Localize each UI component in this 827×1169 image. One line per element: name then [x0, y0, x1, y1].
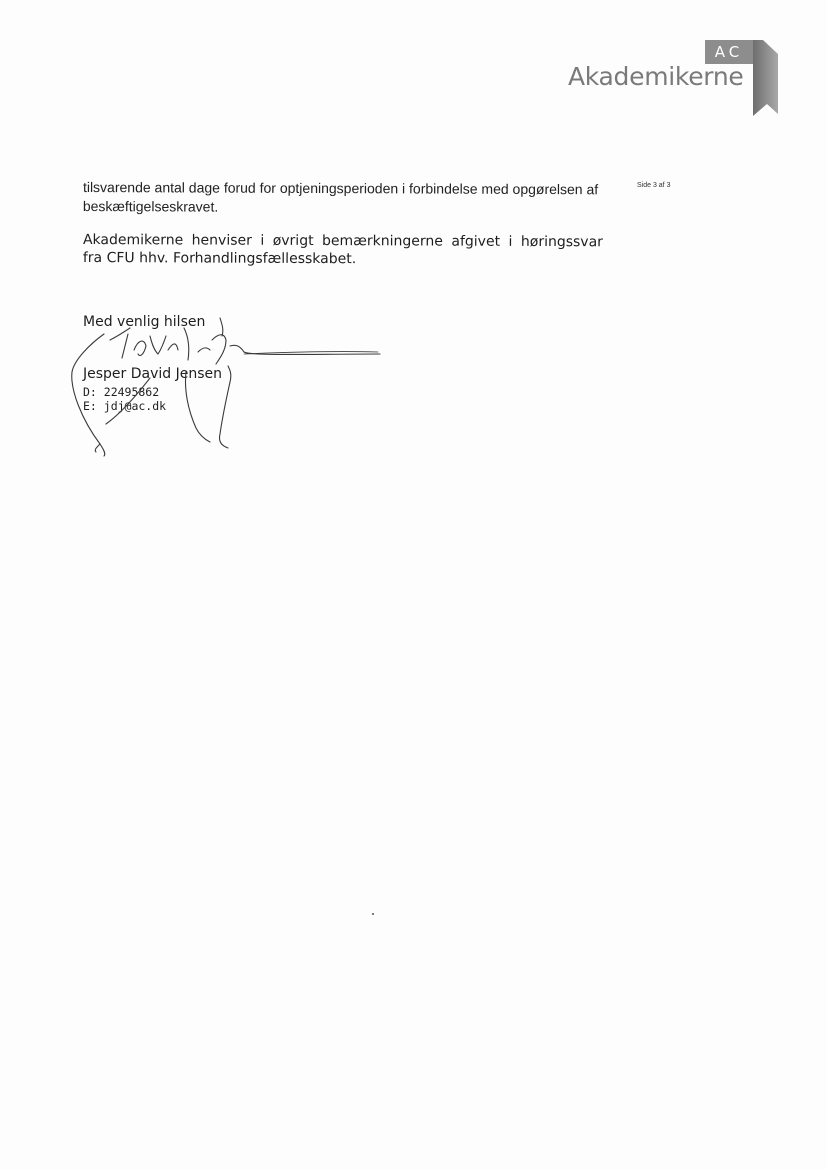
signer-phone: D: 22495862: [83, 385, 160, 399]
closing-greeting: Med venlig hilsen: [83, 314, 206, 330]
scan-speck: [372, 913, 374, 915]
logo-wordmark: Akademikerne: [568, 62, 744, 91]
paragraph-continuation: tilsvarende antal dage forud for optjeningsperioden i forbindelse med opgørelsen af beskæftigelseskravet.: [82, 178, 599, 215]
handwritten-signature: [60, 310, 390, 460]
logo-ribbon-icon: [753, 40, 781, 116]
logo-badge: AC: [705, 40, 753, 64]
signer-name: Jesper David Jensen: [83, 366, 223, 382]
page-number: Side 3 af 3: [637, 182, 671, 189]
akademikerne-logo: [566, 40, 781, 116]
paragraph-reference-line-2: fra CFU hhv. Forhandlingsfællesskabet.: [82, 249, 357, 268]
paragraph-reference: [83, 231, 603, 269]
paragraph-reference-line-1: Akademikerne henviser i øvrigt bemærkningerne afgivet i høringssvar: [82, 231, 603, 251]
signer-email: E: jdj@ac.dk: [83, 399, 167, 413]
